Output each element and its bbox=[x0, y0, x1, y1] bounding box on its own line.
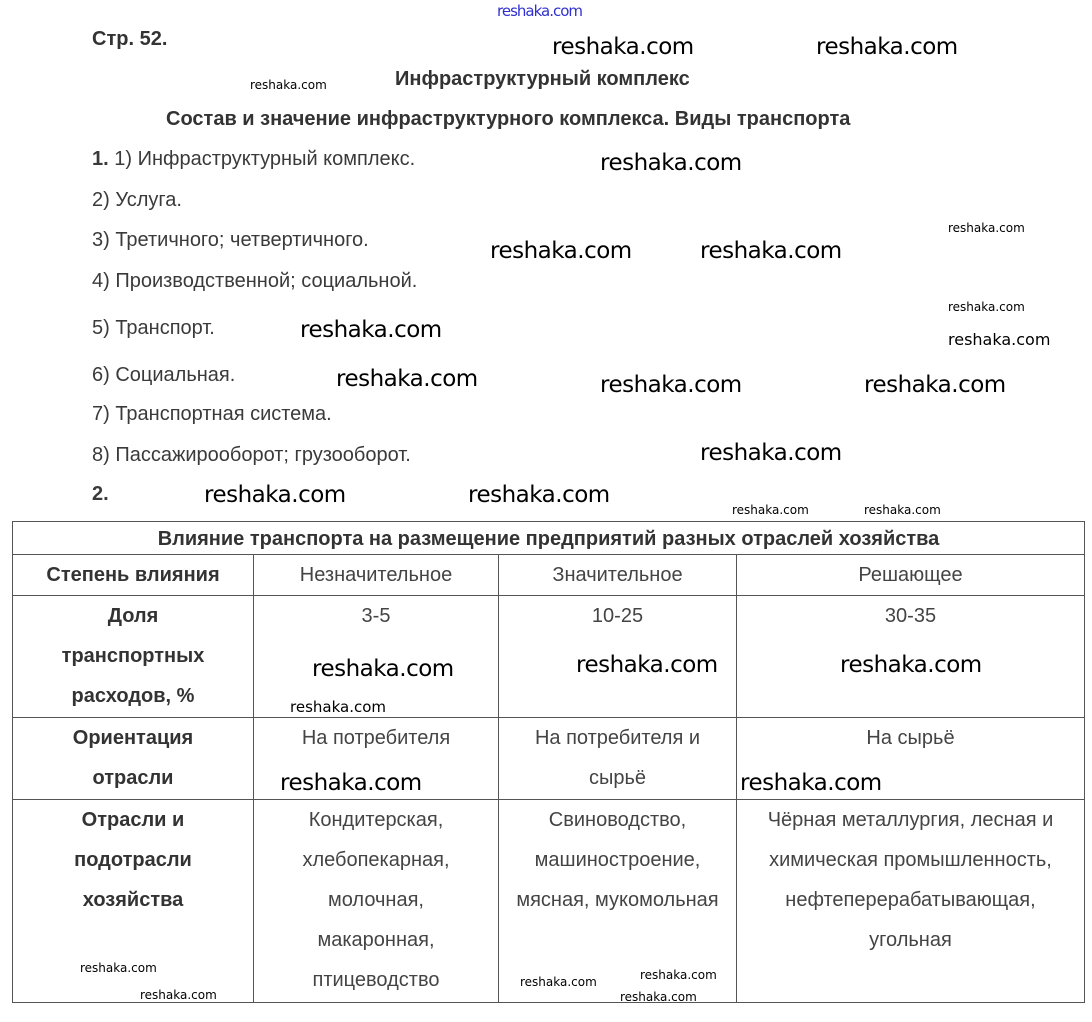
page-subtitle: Состав и значение инфраструктурного комплекса. Виды транспорта bbox=[166, 108, 851, 130]
table-cell: Степень влияния bbox=[13, 555, 254, 596]
watermark: reshaka.com bbox=[140, 988, 217, 1002]
answer-1 bbox=[92, 148, 415, 171]
table-cell: На потребителя и сырьё bbox=[499, 718, 737, 800]
answer-6: 6) Социальная. bbox=[92, 364, 236, 386]
table-row bbox=[13, 718, 1085, 800]
table-cell: На потребителя bbox=[254, 718, 499, 800]
table-cell: Отрасли и подотрасли хозяйства bbox=[13, 800, 254, 1003]
answer-2: 2) Услуга. bbox=[92, 189, 182, 211]
answer-7: 7) Транспортная система. bbox=[92, 403, 332, 425]
watermark: reshaka.com bbox=[576, 652, 718, 678]
table-cell: 3-5 bbox=[254, 596, 499, 718]
table-title: Влияние транспорта на размещение предприятий разных отраслей хозяйства bbox=[13, 522, 1085, 555]
watermark: reshaka.com bbox=[700, 238, 842, 264]
answer-3: 3) Третичного; четвертичного. bbox=[92, 229, 369, 251]
watermark: reshaka.com bbox=[552, 34, 694, 60]
watermark: reshaka.com bbox=[948, 300, 1025, 314]
answer-5: 5) Транспорт. bbox=[92, 317, 215, 339]
answer-text: 1) Инфраструктурный комплекс. bbox=[114, 148, 416, 170]
watermark: reshaka.com bbox=[80, 961, 157, 975]
watermark: reshaka.com bbox=[700, 440, 842, 466]
watermark: reshaka.com bbox=[640, 968, 717, 982]
watermark: reshaka.com bbox=[300, 317, 442, 343]
watermark: reshaka.com bbox=[336, 366, 478, 392]
task-2-number: 2. bbox=[92, 483, 109, 505]
answer-8: 8) Пассажирооборот; грузооборот. bbox=[92, 444, 411, 466]
watermark: reshaka.com bbox=[732, 503, 809, 517]
site-header-link[interactable]: reshaka.com bbox=[497, 2, 582, 20]
table-cell: Кондитерская, хлебопекарная, молочная, макаронная, птицеводство bbox=[254, 800, 499, 1003]
watermark: reshaka.com bbox=[490, 238, 632, 264]
page-ref: Стр. 52. bbox=[92, 28, 168, 50]
watermark: reshaka.com bbox=[600, 150, 742, 176]
watermark: reshaka.com bbox=[520, 975, 597, 989]
table-cell: 10-25 bbox=[499, 596, 737, 718]
watermark: reshaka.com bbox=[864, 372, 1006, 398]
transport-influence-table bbox=[12, 521, 1085, 1003]
watermark: reshaka.com bbox=[204, 482, 346, 508]
table-cell: 30-35 bbox=[737, 596, 1085, 718]
task-number: 1. bbox=[92, 148, 109, 170]
watermark: reshaka.com bbox=[740, 770, 882, 796]
watermark: reshaka.com bbox=[948, 221, 1025, 235]
watermark: reshaka.com bbox=[600, 372, 742, 398]
table-cell: Незначительное bbox=[254, 555, 499, 596]
watermark: reshaka.com bbox=[250, 78, 327, 92]
watermark: reshaka.com bbox=[840, 652, 982, 678]
table-cell: На сырьё bbox=[737, 718, 1085, 800]
table-cell: Ориентация отрасли bbox=[13, 718, 254, 800]
table-cell: Доля транспортных расходов, % bbox=[13, 596, 254, 718]
page-title: Инфраструктурный комплекс bbox=[395, 68, 690, 90]
watermark: reshaka.com bbox=[468, 482, 610, 508]
watermark: reshaka.com bbox=[948, 330, 1051, 349]
table-row bbox=[13, 555, 1085, 596]
watermark: reshaka.com bbox=[290, 698, 386, 716]
answer-4: 4) Производственной; социальной. bbox=[92, 270, 418, 292]
watermark: reshaka.com bbox=[816, 34, 958, 60]
watermark: reshaka.com bbox=[280, 770, 422, 796]
watermark: reshaka.com bbox=[620, 990, 697, 1004]
watermark: reshaka.com bbox=[864, 503, 941, 517]
table-cell: Решающее bbox=[737, 555, 1085, 596]
watermark: reshaka.com bbox=[312, 656, 454, 682]
table-cell: Свиноводство, машиностроение, мясная, мукомольная bbox=[499, 800, 737, 1003]
table-cell: Значительное bbox=[499, 555, 737, 596]
table-cell: Чёрная металлургия, лесная и химическая промышленность, нефтеперерабатывающая, угольная bbox=[737, 800, 1085, 1003]
table-row bbox=[13, 800, 1085, 1003]
